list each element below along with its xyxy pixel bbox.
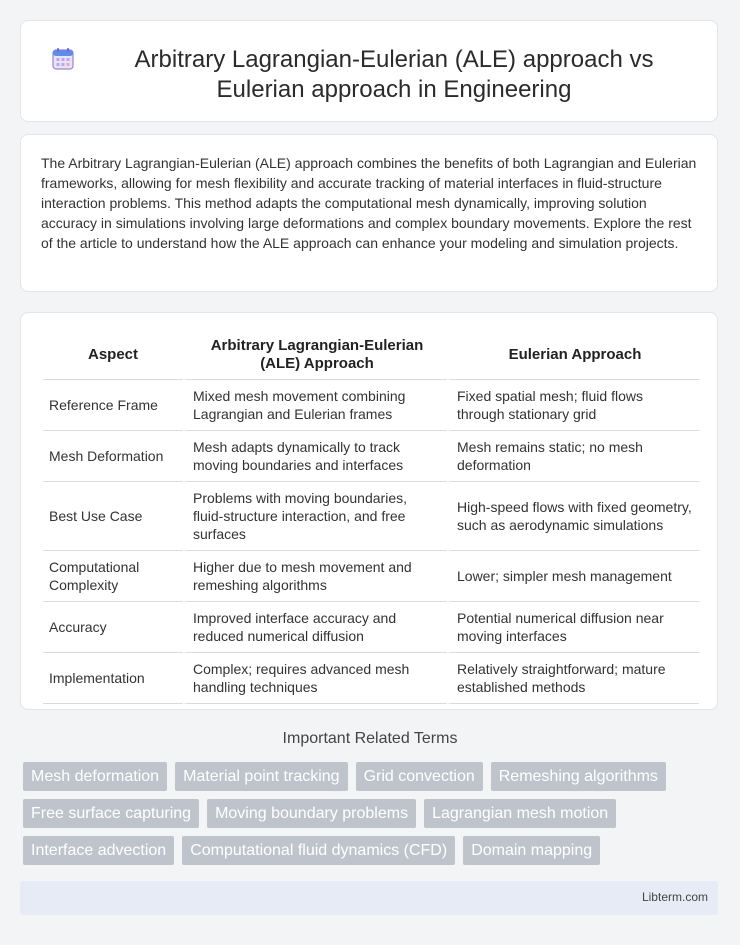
row-eulerian: High-speed flows with fixed geometry, such as aerodynamic simulations	[447, 482, 699, 551]
row-aspect: Implementation	[43, 653, 183, 704]
related-term-tag[interactable]: Mesh deformation	[23, 762, 167, 791]
related-terms-heading: Important Related Terms	[282, 730, 458, 747]
related-term-tag[interactable]: Lagrangian mesh motion	[424, 799, 616, 828]
table-header-row	[43, 331, 699, 380]
comparison-table	[43, 331, 699, 704]
row-eulerian: Fixed spatial mesh; fluid flows through stationary grid	[447, 380, 699, 431]
comparison-card	[20, 312, 718, 710]
related-term-tag[interactable]: Material point tracking	[175, 762, 348, 791]
header-ale: Arbitrary Lagrangian-Eulerian (ALE) Approach	[183, 331, 447, 380]
row-eulerian: Mesh remains static; no mesh deformation	[447, 431, 699, 482]
row-aspect: Mesh Deformation	[43, 431, 183, 482]
header-aspect: Aspect	[43, 331, 183, 380]
row-ale: Higher due to mesh movement and remeshing algorithms	[183, 551, 447, 602]
row-eulerian: Relatively straightforward; mature established methods	[447, 653, 699, 704]
page-title: Arbitrary Lagrangian-Eulerian (ALE) approach vs Eulerian approach in Engineering	[134, 46, 654, 103]
row-aspect: Reference Frame	[43, 380, 183, 431]
intro-card	[20, 134, 718, 292]
table-row	[43, 551, 699, 602]
table-row	[43, 431, 699, 482]
row-aspect: Computational Complexity	[43, 551, 183, 602]
row-eulerian: Lower; simpler mesh management	[447, 551, 699, 602]
header-eulerian: Eulerian Approach	[447, 331, 699, 380]
related-term-tag[interactable]: Grid convection	[356, 762, 483, 791]
footer-bar	[20, 881, 718, 915]
table-row	[43, 602, 699, 653]
table-row	[43, 380, 699, 431]
related-term-tag[interactable]: Free surface capturing	[23, 799, 199, 828]
related-term-tag[interactable]: Remeshing algorithms	[491, 762, 666, 791]
related-term-tag[interactable]: Moving boundary problems	[207, 799, 416, 828]
row-aspect: Accuracy	[43, 602, 183, 653]
row-ale: Problems with moving boundaries, fluid-structure interaction, and free surfaces	[183, 482, 447, 551]
related-terms-list	[23, 762, 723, 865]
related-term-tag[interactable]: Computational fluid dynamics (CFD)	[182, 836, 455, 865]
related-term-tag[interactable]: Interface advection	[23, 836, 174, 865]
row-ale: Complex; requires advanced mesh handling techniques	[183, 653, 447, 704]
table-row	[43, 653, 699, 704]
row-aspect: Best Use Case	[43, 482, 183, 551]
title-card	[20, 20, 718, 122]
table-row	[43, 482, 699, 551]
related-term-tag[interactable]: Domain mapping	[463, 836, 600, 865]
intro-paragraph: The Arbitrary Lagrangian-Eulerian (ALE) approach combines the benefits of both Lagrangian and Eulerian frameworks, allowing for mesh flexibility and accurate tracking of material interfaces in fluid-structure interaction problems. This method adapts the computational mesh dynamically, improving solution accuracy in simulations involving large deformations and complex boundary movements. Explore the rest of the article to understand how the ALE approach can enhance your modeling and simulation projects.	[41, 155, 697, 251]
row-eulerian: Potential numerical diffusion near moving interfaces	[447, 602, 699, 653]
row-ale: Mixed mesh movement combining Lagrangian and Eulerian frames	[183, 380, 447, 431]
row-ale: Improved interface accuracy and reduced numerical diffusion	[183, 602, 447, 653]
calendar-icon	[51, 47, 75, 71]
row-ale: Mesh adapts dynamically to track moving boundaries and interfaces	[183, 431, 447, 482]
footer-site-link[interactable]: Libterm.com	[641, 890, 708, 904]
